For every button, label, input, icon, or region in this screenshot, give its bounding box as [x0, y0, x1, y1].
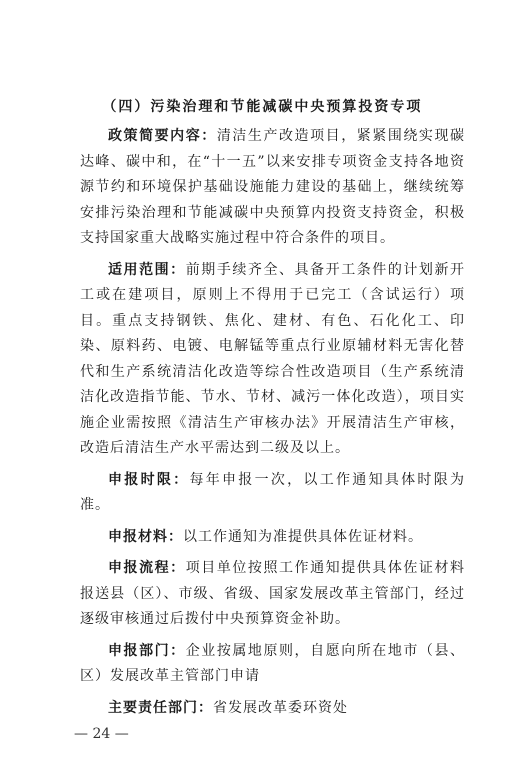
- paragraph-text: 以工作通知为准提供具体佐证材料。: [183, 528, 423, 545]
- paragraph-label: 适用范围：: [108, 261, 186, 278]
- deadline-paragraph: [80, 468, 465, 519]
- paragraph-text: 省发展改革委环资处: [213, 699, 348, 716]
- section-heading: （四）污染治理和节能减碳中央预算投资专项: [102, 99, 423, 115]
- process-paragraph: [80, 556, 465, 633]
- materials-paragraph: [80, 525, 465, 551]
- responsible-dept-paragraph: [80, 696, 465, 722]
- paragraph-label: 申报部门：: [108, 642, 186, 659]
- paragraph-label: 申报时限：: [108, 471, 190, 488]
- paragraph-label: 政策简要内容：: [108, 128, 217, 144]
- paragraph-text: 每年申报一次，以工作通知具体时限为准。: [80, 471, 466, 513]
- department-paragraph: [80, 639, 465, 690]
- paragraph-text: 企业按属地原则，自愿向所在地市（县、区）发展改革主管部门申请: [80, 642, 466, 684]
- policy-summary-paragraph: [80, 124, 465, 252]
- paragraph-label: 申报流程：: [108, 560, 186, 576]
- paragraph-text: 清洁生产改造项目，紧紧围绕实现碳达峰、碳中和，在“十一五”以来安排专项资金支持各地资源节约和环境保护基础设施能力建设的基础上，继续统筹安排污染治理和节能减碳中央预算内投资支持资金，积极支持国家重大战略实施过程中符合条件的项目。: [80, 128, 466, 246]
- paragraph-label: 申报材料：: [108, 528, 183, 545]
- page-number: — 24 —: [74, 726, 129, 742]
- document-body: [80, 94, 465, 727]
- paragraph-text: 项目单位按照工作通知提供具体佐证材料报送县（区）、市级、省级、国家发展改革主管部门，经过逐级审核通过后拨付中央预算资金补助。: [80, 560, 466, 627]
- scope-paragraph: [80, 258, 465, 462]
- paragraph-label: 主要责任部门：: [108, 699, 213, 716]
- paragraph-text: 前期手续齐全、具备开工条件的计划新开工或在建项目，原则上不得用于已完工（含试运行）项目。重点支持钢铁、焦化、建材、有色、石化化工、印染、原料药、电镀、电解锰等重点行业原辅材料无害化替代和生产系统清洁化改造等综合性改造项目（生产系统清洁化改造指节能、节水、节材、减污一体化改造），项目实施企业需按照《清洁生产审核办法》开展清洁生产审核，改造后清洁生产水平需达到二级及以上。: [80, 261, 466, 456]
